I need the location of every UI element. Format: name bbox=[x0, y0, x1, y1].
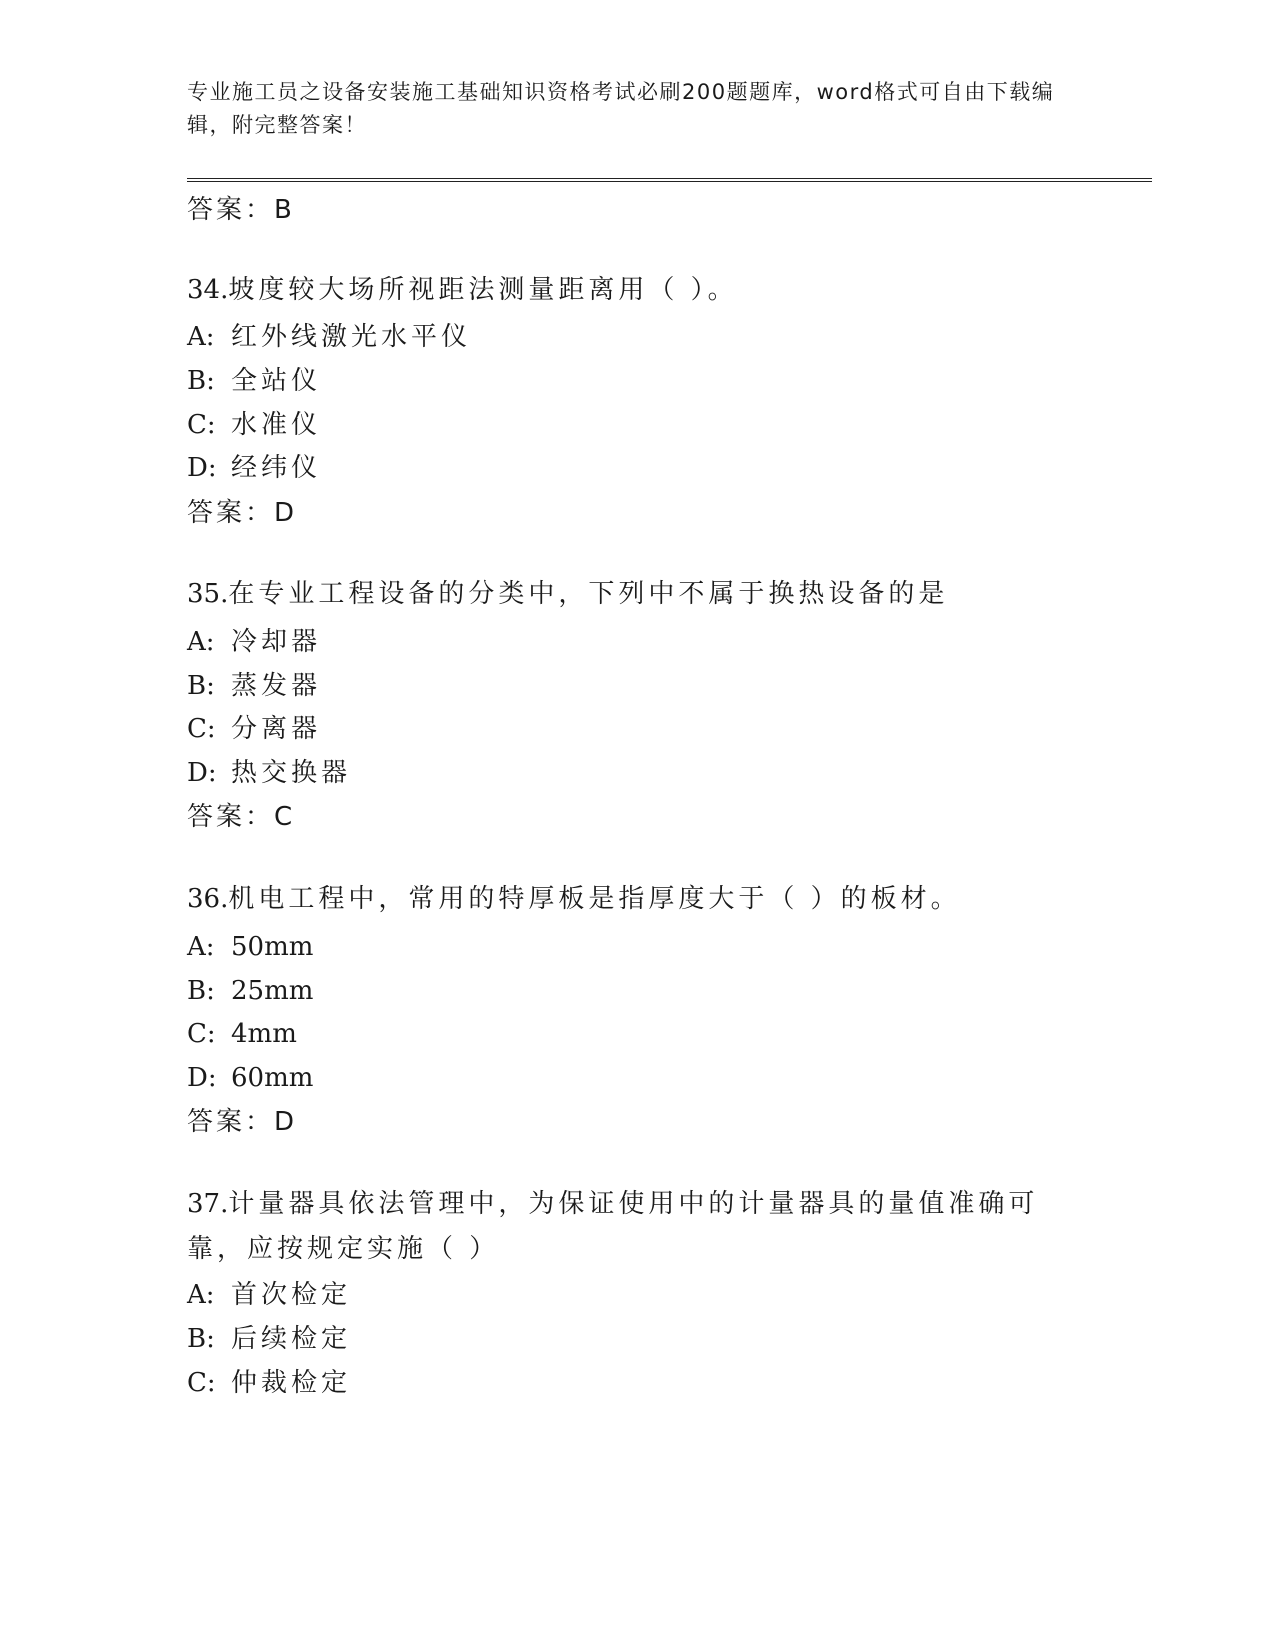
question-35-option-a bbox=[187, 625, 321, 659]
question-36-title bbox=[187, 877, 1087, 922]
question-35-answer bbox=[187, 800, 293, 834]
answer-label: 答案： bbox=[187, 195, 275, 225]
answer-label: 答案： bbox=[187, 802, 275, 832]
question-text: 机电工程中，常用的特厚板是指厚度大于（ ）的板材。 bbox=[228, 884, 961, 914]
answer-value: C bbox=[274, 802, 294, 832]
question-35-option-c bbox=[187, 712, 321, 746]
question-text: 在专业工程设备的分类中，下列中不属于换热设备的是 bbox=[228, 579, 949, 609]
question-36-option-d bbox=[187, 1061, 313, 1095]
option-letter: C: bbox=[187, 410, 216, 440]
question-34-option-b bbox=[187, 364, 321, 398]
option-letter: C: bbox=[187, 1368, 216, 1398]
answer-label: 答案： bbox=[187, 1107, 275, 1137]
option-letter: A: bbox=[187, 932, 215, 962]
answer-prev bbox=[187, 193, 293, 227]
question-37-option-b bbox=[187, 1322, 351, 1356]
question-34-option-a bbox=[187, 320, 471, 354]
option-text: 50mm bbox=[231, 932, 314, 962]
option-letter: A: bbox=[187, 627, 215, 657]
option-text: 热交换器 bbox=[231, 758, 352, 788]
option-letter: A: bbox=[187, 1280, 215, 1310]
question-text: 坡度较大场所视距法测量距离用（ ）。 bbox=[228, 275, 738, 305]
answer-label: 答案： bbox=[187, 498, 275, 528]
question-number: 34. bbox=[187, 275, 229, 305]
option-text: 经纬仪 bbox=[231, 453, 322, 483]
option-letter: B: bbox=[187, 976, 215, 1006]
option-letter: A: bbox=[187, 322, 215, 352]
option-text: 水准仪 bbox=[231, 410, 322, 440]
option-text: 全站仪 bbox=[231, 366, 322, 396]
option-text: 红外线激光水平仪 bbox=[231, 322, 472, 352]
option-text: 25mm bbox=[231, 976, 314, 1006]
option-letter: B: bbox=[187, 1324, 215, 1354]
question-number: 37. bbox=[187, 1189, 229, 1219]
document-header: 专业施工员之设备安装施工基础知识资格考试必刷200题题库，word格式可自由下载编辑，附完整答案！ bbox=[187, 80, 1055, 137]
option-letter: B: bbox=[187, 366, 215, 396]
option-letter: D: bbox=[187, 453, 217, 483]
option-letter: B: bbox=[187, 671, 215, 701]
question-36-option-c bbox=[187, 1017, 297, 1051]
option-text: 仲裁检定 bbox=[231, 1368, 352, 1398]
question-36-option-a bbox=[187, 930, 313, 964]
option-text: 4mm bbox=[231, 1019, 297, 1049]
question-34-option-c bbox=[187, 408, 321, 442]
question-37-option-c bbox=[187, 1366, 351, 1400]
question-text: 计量器具依法管理中，为保证使用中的计量器具的量值准确可靠，应按规定实施（ ） bbox=[187, 1189, 1039, 1264]
answer-value: B bbox=[274, 195, 293, 225]
question-37-option-a bbox=[187, 1278, 351, 1312]
question-37-title bbox=[187, 1182, 1067, 1272]
question-36-answer bbox=[187, 1105, 295, 1139]
option-text: 60mm bbox=[231, 1063, 314, 1093]
question-number: 36. bbox=[187, 884, 229, 914]
option-text: 冷却器 bbox=[231, 627, 322, 657]
option-text: 分离器 bbox=[231, 714, 322, 744]
header-divider bbox=[187, 178, 1152, 182]
question-36-option-b bbox=[187, 974, 313, 1008]
option-letter: C: bbox=[187, 1019, 216, 1049]
question-35-option-d bbox=[187, 756, 351, 790]
option-text: 后续检定 bbox=[231, 1324, 352, 1354]
question-34-answer bbox=[187, 496, 295, 530]
option-text: 首次检定 bbox=[231, 1280, 352, 1310]
question-number: 35. bbox=[187, 579, 229, 609]
option-letter: D: bbox=[187, 758, 217, 788]
answer-value: D bbox=[274, 498, 296, 528]
question-34-title bbox=[187, 268, 1087, 313]
option-letter: C: bbox=[187, 714, 216, 744]
answer-value: D bbox=[274, 1107, 296, 1137]
question-35-title bbox=[187, 572, 1087, 617]
question-35-option-b bbox=[187, 669, 321, 703]
option-text: 蒸发器 bbox=[231, 671, 322, 701]
question-34-option-d bbox=[187, 451, 321, 485]
option-letter: D: bbox=[187, 1063, 217, 1093]
